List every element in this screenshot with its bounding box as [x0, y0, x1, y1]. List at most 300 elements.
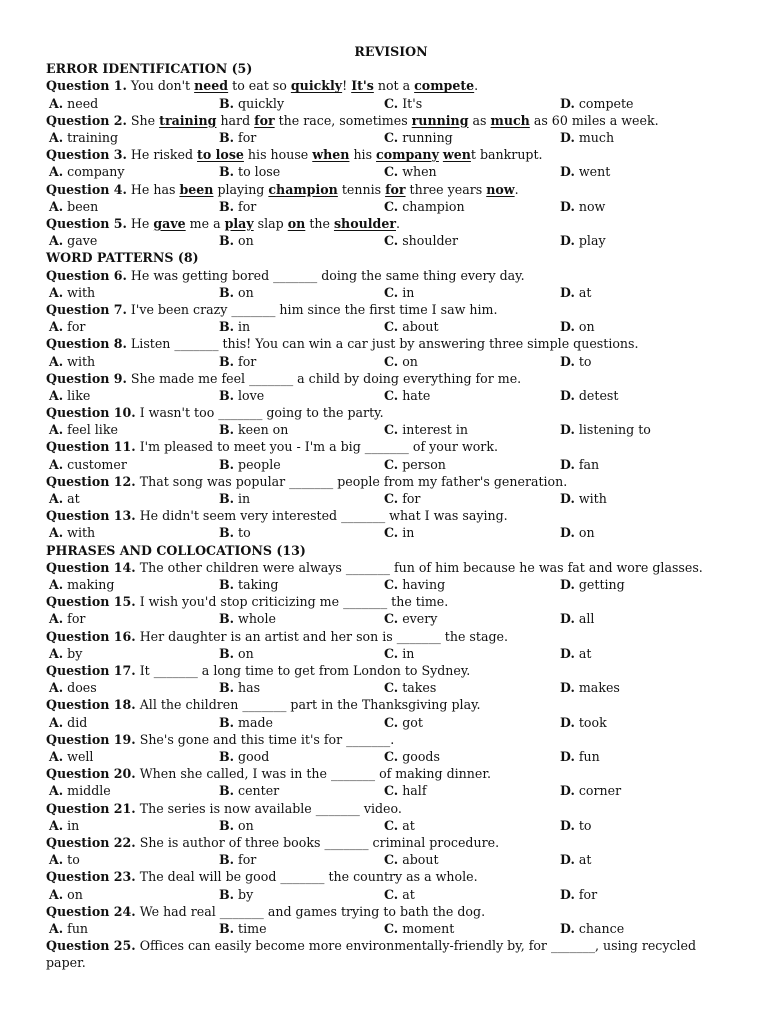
option-letter: C. — [384, 198, 399, 214]
answer-option — [560, 353, 730, 370]
option-text: need — [63, 95, 99, 111]
option-letter: A. — [49, 491, 64, 507]
answer-option — [560, 679, 730, 696]
option-text: makes — [574, 680, 620, 696]
answer-option — [384, 920, 560, 937]
option-text: by — [234, 886, 254, 902]
option-text: at — [574, 284, 592, 300]
options-row — [46, 421, 736, 438]
answer-option — [384, 353, 560, 370]
answer-option — [219, 782, 384, 799]
answer-option — [560, 421, 730, 438]
option-letter: B. — [219, 714, 235, 730]
option-text: fan — [574, 456, 600, 472]
option-letter: A. — [49, 233, 64, 249]
question-text — [46, 559, 736, 576]
option-text: to lose — [234, 164, 281, 180]
option-letter: D. — [560, 198, 575, 214]
option-text: in — [234, 319, 251, 335]
option-letter: D. — [560, 95, 575, 111]
option-text: getting — [574, 577, 625, 593]
option-text: goods — [398, 748, 440, 764]
option-letter: A. — [49, 387, 64, 403]
option-letter: D. — [560, 886, 575, 902]
question-segment: . — [396, 215, 401, 231]
option-letter: A. — [49, 783, 64, 799]
answer-option — [384, 782, 560, 799]
option-text: all — [574, 611, 595, 627]
question-segment: playing — [213, 181, 269, 197]
answer-option — [49, 284, 219, 301]
option-text: on — [63, 886, 83, 902]
option-letter: C. — [384, 611, 399, 627]
option-text: went — [574, 164, 611, 180]
question-segment: me a — [185, 215, 225, 231]
option-letter: A. — [49, 129, 64, 145]
answer-option — [49, 129, 219, 146]
option-text: detest — [574, 387, 619, 403]
question-segment: That song was popular _______ people from my father's generation. — [135, 473, 568, 489]
option-text: at — [574, 852, 592, 868]
option-text: moment — [398, 920, 455, 936]
underlined-word: play — [224, 215, 254, 231]
question-segment: She — [126, 112, 160, 128]
options-row — [46, 232, 736, 249]
option-text: about — [398, 319, 439, 335]
underlined-word: compete — [414, 78, 475, 94]
options-row — [46, 851, 736, 868]
option-letter: D. — [560, 491, 575, 507]
option-text: to — [234, 525, 251, 541]
question-number: Question 3. — [46, 147, 127, 163]
question-text — [46, 370, 736, 387]
option-text: on — [234, 817, 254, 833]
question-segment: slap — [253, 215, 288, 231]
question-text — [46, 628, 736, 645]
question-number: Question 9. — [46, 370, 127, 386]
option-letter: B. — [219, 852, 235, 868]
answer-option — [384, 163, 560, 180]
option-letter: B. — [219, 680, 235, 696]
option-text: center — [234, 783, 280, 799]
options-row — [46, 129, 736, 146]
answer-option — [219, 387, 384, 404]
options-row — [46, 610, 736, 627]
option-letter: A. — [49, 525, 64, 541]
question-text — [46, 301, 736, 318]
option-letter: B. — [219, 233, 235, 249]
option-letter: C. — [384, 577, 399, 593]
option-letter: B. — [219, 198, 235, 214]
option-text: to — [574, 817, 592, 833]
question-segment: He didn't seem very interested _______ what I was saying. — [135, 508, 508, 524]
option-letter: C. — [384, 233, 399, 249]
answer-option — [49, 610, 219, 627]
underlined-word: to lose — [197, 147, 244, 163]
answer-option — [219, 232, 384, 249]
option-text: at — [398, 817, 415, 833]
question-text — [46, 800, 736, 817]
question-segment: I've been crazy _______ him since the first time I saw him. — [126, 301, 498, 317]
answer-option — [560, 576, 730, 593]
option-letter: D. — [560, 319, 575, 335]
underlined-word: It's — [351, 78, 374, 94]
answer-option — [384, 198, 560, 215]
question-segment: t bankrupt. — [470, 147, 543, 163]
option-letter: B. — [219, 284, 235, 300]
option-text: for — [398, 491, 421, 507]
answer-option — [384, 748, 560, 765]
answer-option — [384, 129, 560, 146]
answer-option — [560, 318, 730, 335]
option-text: in — [398, 645, 415, 661]
option-text: much — [574, 129, 615, 145]
answer-option — [49, 714, 219, 731]
question-number: Question 6. — [46, 267, 127, 283]
question-segment: Listen _______ this! You can win a car just by answering three simple questions. — [126, 336, 639, 352]
option-letter: C. — [384, 920, 399, 936]
question-number: Question 14. — [46, 559, 136, 575]
question-text — [46, 731, 736, 748]
question-number: Question 13. — [46, 508, 136, 524]
answer-option — [49, 490, 219, 507]
options-row — [46, 198, 736, 215]
underlined-word: for — [254, 112, 275, 128]
option-letter: B. — [219, 95, 235, 111]
option-letter: D. — [560, 456, 575, 472]
answer-option — [384, 95, 560, 112]
question-segment: . — [514, 181, 519, 197]
question-segment: The other children were always _______ fun of him because he was fat and wore glasses. — [135, 559, 703, 575]
option-text: person — [398, 456, 446, 472]
options-row — [46, 645, 736, 662]
answer-option — [49, 645, 219, 662]
question-segment: It _______ a long time to get from London to Sydney. — [135, 663, 471, 678]
answer-option — [219, 490, 384, 507]
answer-option — [384, 714, 560, 731]
option-letter: D. — [560, 817, 575, 833]
answer-option — [219, 284, 384, 301]
question-text — [46, 937, 736, 971]
answer-option — [560, 920, 730, 937]
option-letter: C. — [384, 422, 399, 438]
option-text: like — [63, 387, 91, 403]
option-letter: A. — [49, 852, 64, 868]
option-letter: C. — [384, 680, 399, 696]
answer-option — [384, 524, 560, 541]
underlined-word: now — [486, 181, 515, 197]
answer-option — [219, 610, 384, 627]
question-segment: tennis — [337, 181, 386, 197]
option-letter: C. — [384, 129, 399, 145]
underlined-word: champion — [268, 181, 338, 197]
option-letter: D. — [560, 129, 575, 145]
answer-option — [49, 782, 219, 799]
question-segment: All the children _______ part in the Thanksgiving play. — [135, 697, 481, 713]
option-letter: C. — [384, 783, 399, 799]
answer-option — [560, 645, 730, 662]
option-text: fun — [574, 748, 600, 764]
question-number: Question 11. — [46, 439, 136, 455]
answer-option — [49, 353, 219, 370]
option-text: champion — [398, 198, 465, 214]
option-text: time — [234, 920, 267, 936]
option-letter: C. — [384, 353, 399, 369]
answer-option — [384, 284, 560, 301]
option-letter: A. — [49, 817, 64, 833]
option-letter: C. — [384, 525, 399, 541]
option-text: in — [234, 491, 251, 507]
option-text: did — [63, 714, 88, 730]
option-letter: B. — [219, 577, 235, 593]
answer-option — [219, 920, 384, 937]
option-letter: D. — [560, 233, 575, 249]
option-text: on — [234, 284, 254, 300]
answer-option — [219, 318, 384, 335]
answer-option — [384, 679, 560, 696]
option-letter: D. — [560, 783, 575, 799]
options-row — [46, 920, 736, 937]
answer-option — [49, 576, 219, 593]
options-row — [46, 817, 736, 834]
option-letter: B. — [219, 353, 235, 369]
option-letter: C. — [384, 491, 399, 507]
answer-option — [219, 198, 384, 215]
option-letter: B. — [219, 611, 235, 627]
option-letter: B. — [219, 387, 235, 403]
option-letter: B. — [219, 456, 235, 472]
answer-option — [49, 387, 219, 404]
answer-option — [560, 232, 730, 249]
answer-option — [560, 163, 730, 180]
options-row — [46, 318, 736, 335]
underlined-word: running — [411, 112, 469, 128]
option-text: at — [398, 886, 415, 902]
question-text — [46, 146, 736, 163]
option-letter: A. — [49, 198, 64, 214]
options-row — [46, 886, 736, 903]
option-text: half — [398, 783, 427, 799]
option-letter: C. — [384, 714, 399, 730]
option-text: for — [574, 886, 598, 902]
option-text: for — [234, 852, 257, 868]
option-letter: B. — [219, 525, 235, 541]
option-text: shoulder — [398, 233, 459, 249]
worksheet-page — [46, 43, 736, 972]
option-letter: B. — [219, 817, 235, 833]
underlined-word: wen — [442, 147, 471, 163]
question-segment: The series is now available _______ video. — [135, 800, 402, 816]
question-number: Question 23. — [46, 869, 136, 885]
section-heading: ERROR IDENTIFICATION (5) — [46, 61, 253, 77]
question-text — [46, 335, 736, 352]
option-letter: A. — [49, 886, 64, 902]
answer-option — [219, 645, 384, 662]
option-text: well — [63, 748, 94, 764]
option-letter: D. — [560, 525, 575, 541]
answer-option — [560, 129, 730, 146]
question-number: Question 10. — [46, 405, 136, 421]
option-letter: A. — [49, 577, 64, 593]
underlined-word: shoulder — [333, 215, 396, 231]
option-text: corner — [574, 783, 622, 799]
option-text: feel like — [63, 422, 118, 438]
options-row — [46, 284, 736, 301]
question-number: Question 20. — [46, 766, 136, 782]
option-text: on — [234, 233, 254, 249]
option-text: with — [574, 491, 607, 507]
answer-option — [49, 679, 219, 696]
answer-option — [560, 714, 730, 731]
option-letter: A. — [49, 714, 64, 730]
option-letter: D. — [560, 852, 575, 868]
option-text: in — [398, 284, 415, 300]
underlined-word: gave — [153, 215, 186, 231]
answer-option — [560, 748, 730, 765]
question-text — [46, 662, 736, 679]
answer-option — [384, 421, 560, 438]
option-letter: B. — [219, 319, 235, 335]
question-segment: When she called, I was in the _______ of making dinner. — [135, 766, 491, 782]
option-text: with — [63, 353, 96, 369]
option-text: in — [398, 525, 415, 541]
question-text — [46, 507, 736, 524]
option-letter: D. — [560, 353, 575, 369]
question-number: Question 12. — [46, 473, 136, 489]
option-text: on — [398, 353, 418, 369]
option-text: play — [574, 233, 606, 249]
option-text: by — [63, 645, 83, 661]
underlined-word: need — [194, 78, 229, 94]
option-letter: B. — [219, 129, 235, 145]
option-letter: A. — [49, 353, 64, 369]
question-segment: We had real _______ and games trying to bath the dog. — [135, 903, 486, 919]
question-segment: the — [305, 215, 334, 231]
answer-option — [384, 645, 560, 662]
option-text: has — [234, 680, 261, 696]
option-letter: C. — [384, 319, 399, 335]
option-letter: D. — [560, 611, 575, 627]
answer-option — [384, 456, 560, 473]
answer-option — [219, 886, 384, 903]
question-segment: ! — [342, 78, 352, 94]
question-segment: not a — [373, 78, 415, 94]
option-text: for — [234, 129, 257, 145]
option-letter: B. — [219, 748, 235, 764]
worksheet-content — [46, 60, 736, 971]
question-segment: He risked — [126, 147, 198, 163]
question-number: Question 18. — [46, 697, 136, 713]
answer-option — [49, 851, 219, 868]
option-text: training — [63, 129, 119, 145]
question-segment: She made me feel _______ a child by doing everything for me. — [126, 370, 522, 386]
answer-option — [219, 851, 384, 868]
section-heading: WORD PATTERNS (8) — [46, 250, 199, 266]
option-text: gave — [63, 233, 98, 249]
option-letter: A. — [49, 680, 64, 696]
option-letter: B. — [219, 422, 235, 438]
question-number: Question 15. — [46, 594, 136, 610]
option-text: in — [63, 817, 80, 833]
option-letter: C. — [384, 817, 399, 833]
underlined-word: quickly — [290, 78, 343, 94]
options-row — [46, 490, 736, 507]
option-text: made — [234, 714, 273, 730]
underlined-word: been — [179, 181, 214, 197]
options-row — [46, 679, 736, 696]
option-text: making — [63, 577, 115, 593]
answer-option — [49, 95, 219, 112]
answer-option — [49, 318, 219, 335]
option-text: been — [63, 198, 99, 214]
option-letter: A. — [49, 164, 64, 180]
option-text: for — [234, 353, 257, 369]
answer-option — [49, 232, 219, 249]
option-letter: B. — [219, 783, 235, 799]
answer-option — [384, 318, 560, 335]
answer-option — [49, 198, 219, 215]
question-segment: He has — [126, 181, 180, 197]
answer-option — [219, 129, 384, 146]
question-number: Question 16. — [46, 628, 136, 644]
option-text: every — [398, 611, 438, 627]
question-number: Question 5. — [46, 215, 127, 231]
question-text — [46, 181, 736, 198]
option-text: whole — [234, 611, 276, 627]
answer-option — [219, 524, 384, 541]
option-text: took — [574, 714, 607, 730]
option-text: fun — [63, 920, 89, 936]
answer-option — [384, 387, 560, 404]
option-text: takes — [398, 680, 437, 696]
option-text: at — [63, 491, 80, 507]
section-heading: PHRASES AND COLLOCATIONS (13) — [46, 542, 306, 558]
answer-option — [384, 490, 560, 507]
option-letter: A. — [49, 95, 64, 111]
question-number: Question 19. — [46, 731, 136, 747]
question-segment: Her daughter is an artist and her son is _______ the stage. — [135, 628, 508, 644]
option-text: with — [63, 525, 96, 541]
page-title: REVISION — [354, 44, 428, 59]
option-letter: D. — [560, 680, 575, 696]
answer-option — [219, 817, 384, 834]
answer-option — [384, 576, 560, 593]
question-segment: She's gone and this time it's for _______. — [135, 731, 395, 747]
option-text: people — [234, 456, 281, 472]
answer-option — [560, 387, 730, 404]
question-number: Question 7. — [46, 301, 127, 317]
options-row — [46, 576, 736, 593]
option-text: compete — [574, 95, 634, 111]
question-number: Question 25. — [46, 938, 136, 954]
option-letter: A. — [49, 319, 64, 335]
underlined-word: when — [312, 147, 350, 163]
option-letter: C. — [384, 886, 399, 902]
answer-option — [560, 851, 730, 868]
option-text: middle — [63, 783, 111, 799]
question-number: Question 8. — [46, 336, 127, 352]
option-text: good — [234, 748, 270, 764]
option-letter: D. — [560, 164, 575, 180]
question-text — [46, 696, 736, 713]
underlined-word: company — [376, 147, 439, 163]
answer-option — [560, 198, 730, 215]
option-letter: C. — [384, 387, 399, 403]
question-segment: He — [126, 215, 154, 231]
options-row — [46, 456, 736, 473]
answer-option — [219, 456, 384, 473]
answer-option — [384, 610, 560, 627]
